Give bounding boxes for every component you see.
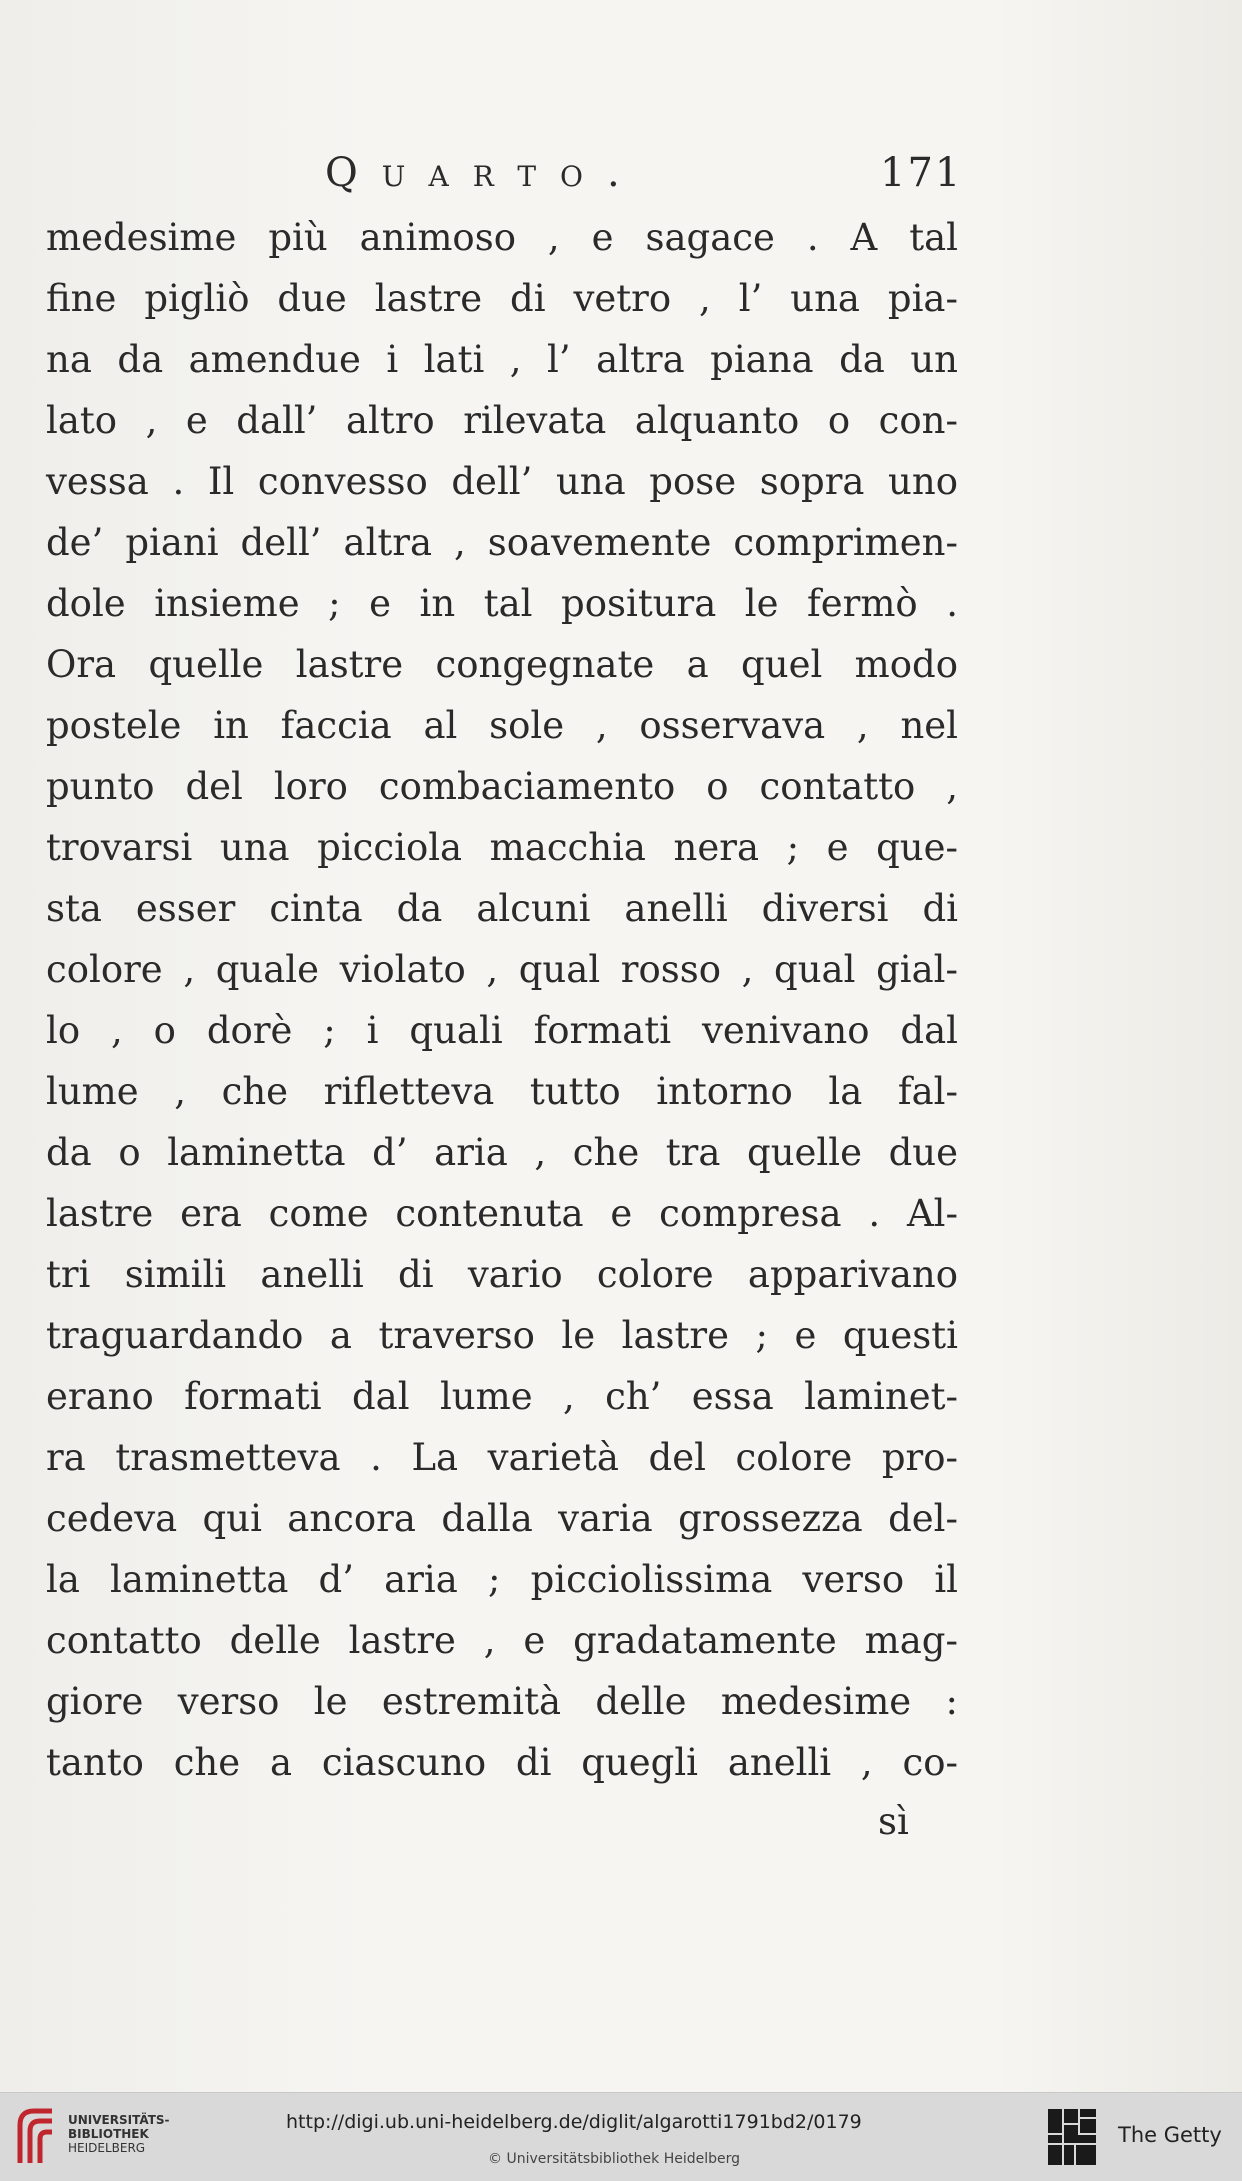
viewer-footer <box>0 2092 1242 2181</box>
text-line: medesime più animoso , e sagace . A tal <box>46 216 958 259</box>
text-line: na da amendue i lati , l’ altra piana da un <box>46 338 958 381</box>
text-line: la laminetta d’ aria ; picciolissima verso il <box>46 1558 958 1601</box>
text-line: erano formati dal lume , ch’ essa laminet- <box>46 1375 958 1418</box>
text-line: fine pigliò due lastre di vetro , l’ una pia- <box>46 277 958 320</box>
text-line: de’ piani dell’ altra , soavemente comprimen- <box>46 521 958 564</box>
text-line: tanto che a ciascuno di quegli anelli , co- <box>46 1741 958 1784</box>
text-line: punto del loro combaciamento o contatto , <box>46 765 958 808</box>
text-line: traguardando a traverso le lastre ; e questi <box>46 1314 958 1357</box>
library-name-line: BIBLIOTHEK <box>68 2127 149 2141</box>
text-line: tri simili anelli di vario colore apparivano <box>46 1253 958 1296</box>
library-name-line: HEIDELBERG <box>68 2141 146 2155</box>
text-line: dole insieme ; e in tal positura le fermò . <box>46 582 958 625</box>
text-line: colore , quale violato , qual rosso , qual gial- <box>46 948 958 991</box>
text-line: cedeva qui ancora dalla varia grossezza del- <box>46 1497 958 1540</box>
text-line: sta esser cinta da alcuni anelli diversi di <box>46 887 958 930</box>
partner-name: The Getty <box>1118 2123 1222 2147</box>
text-line: Ora quelle lastre congegnate a quel modo <box>46 643 958 686</box>
page-number: 171 <box>880 150 963 196</box>
permalink-url[interactable]: http://digi.ub.uni-heidelberg.de/diglit/algarotti1791bd2/0179 <box>286 2111 862 2133</box>
getty-logo-icon <box>1046 2107 1098 2167</box>
running-head <box>0 150 1242 210</box>
library-name <box>68 2113 170 2155</box>
body-text <box>46 207 958 1793</box>
text-line: lastre era come contenuta e compresa . Al- <box>46 1192 958 1235</box>
text-line: da o laminetta d’ aria , che tra quelle due <box>46 1131 958 1174</box>
library-name-line: UNIVERSITÄTS- <box>68 2113 170 2127</box>
text-line: lato , e dall’ altro rilevata alquanto o con- <box>46 399 958 442</box>
copyright-notice: © Universitätsbibliothek Heidelberg <box>488 2151 741 2167</box>
text-line: giore verso le estremità delle medesime : <box>46 1680 958 1723</box>
text-line: ra trasmetteva . La varietà del colore pro- <box>46 1436 958 1479</box>
catchword: sì <box>878 1800 909 1843</box>
running-head-title: Quarto. <box>325 150 644 196</box>
ub-heidelberg-logo-icon <box>14 2105 60 2169</box>
text-line: lume , che rifletteva tutto intorno la fal- <box>46 1070 958 1113</box>
text-line: trovarsi una picciola macchia nera ; e que- <box>46 826 958 869</box>
text-line: postele in faccia al sole , osservava , nel <box>46 704 958 747</box>
text-line: contatto delle lastre , e gradatamente mag- <box>46 1619 958 1662</box>
text-line: vessa . Il convesso dell’ una pose sopra uno <box>46 460 958 503</box>
text-line: lo , o dorè ; i quali formati venivano dal <box>46 1009 958 1052</box>
